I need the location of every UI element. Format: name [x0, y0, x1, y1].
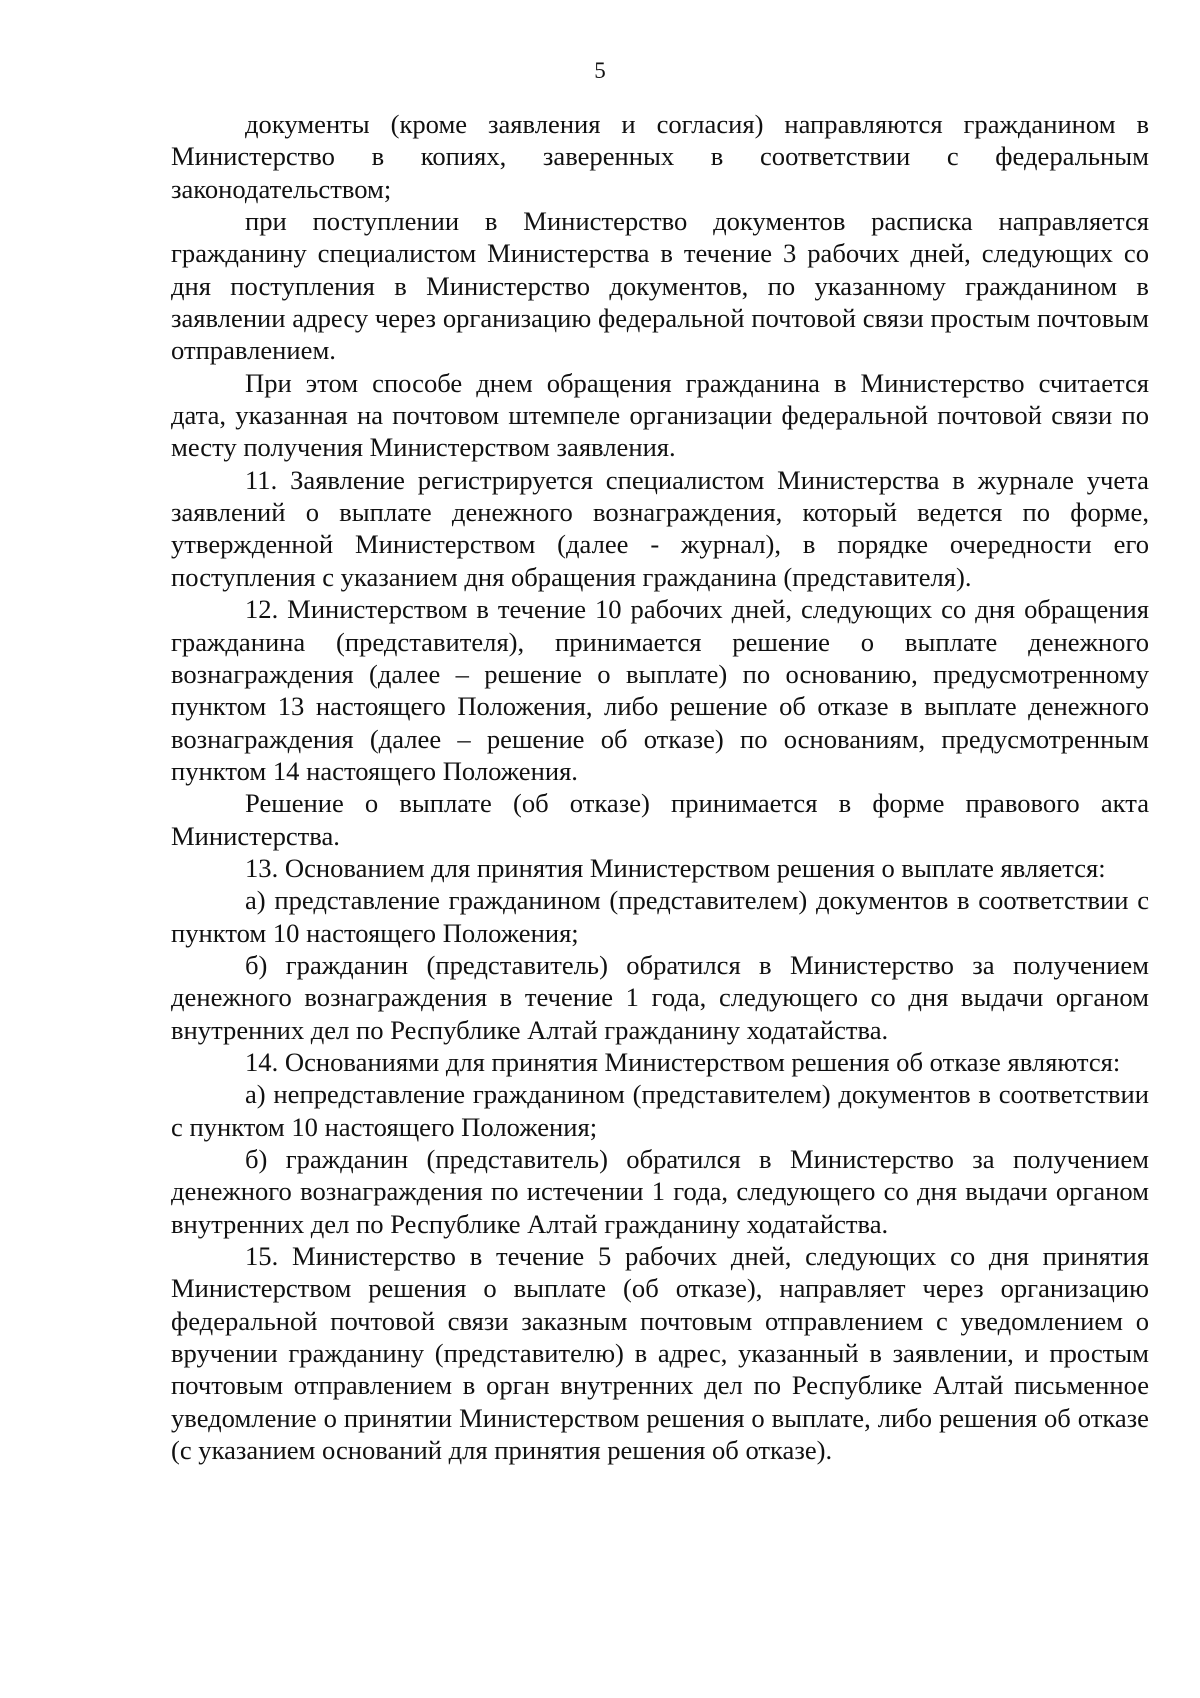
- paragraph-item-13-a: а) представление гражданином (представителем) документов в соответствии с пунктом 10 настоящего Положения;: [171, 885, 1149, 948]
- paragraph-receipt: при поступлении в Министерство документов расписка направляется гражданину специалистом Министерства в течение 3 рабочих дней, следующих со дня поступления в Министерство документов, по указанному гражданином в заявлении адресу через организацию федеральной почтовой связи простым почтовым отправлением.: [171, 206, 1149, 366]
- paragraph-item-14-b: б) гражданин (представитель) обратился в Министерство за получением денежного вознаграждения по истечении 1 года, следующего со дня выдачи органом внутренних дел по Республике Алтай гражданину ходатайства.: [171, 1144, 1149, 1239]
- paragraph-item-11: 11. Заявление регистрируется специалистом Министерства в журнале учета заявлений о выплате денежного вознаграждения, который ведется по форме, утвержденной Министерством (далее - журнал), в порядке очередности его поступления с указанием дня обращения гражданина (представителя).: [171, 464, 1149, 592]
- paragraph-item-15: 15. Министерство в течение 5 рабочих дней, следующих со дня принятия Министерством решения о выплате (об отказе), направляет через организацию федеральной почтовой связи заказным почтовым отправлением с уведомлением о вручении гражданину (представителю) в адрес, указанный в заявлении, и простым почтовым отправлением в орган внутренних дел по Республике Алтай письменное уведомление о принятии Министерством решения о выплате, либо решения об отказе (с указанием оснований для принятия решения об отказе).: [171, 1241, 1149, 1466]
- paragraph-item-13: 13. Основанием для принятия Министерством решения о выплате является:: [245, 852, 1106, 883]
- paragraph-application-date: При этом способе днем обращения гражданина в Министерство считается дата, указанная на почтовом штемпеле организации федеральной почтовой связи по месту получения Министерством заявления.: [171, 367, 1149, 463]
- paragraph-item-13-b: б) гражданин (представитель) обратился в Министерство за получением денежного вознаграждения в течение 1 года, следующего со дня выдачи органом внутренних дел по Республике Алтай гражданину ходатайства.: [171, 949, 1149, 1045]
- paragraph-item-12: 12. Министерством в течение 10 рабочих дней, следующих со дня обращения гражданина (представителя), принимается решение о выплате денежного вознаграждения (далее – решение о выплате) по основанию, предусмотренному пунктом 13 настоящего Положения, либо решение об отказе в выплате денежного вознаграждения (далее – решение об отказе) по основаниям, предусмотренным пунктом 14 настоящего Положения.: [171, 594, 1149, 786]
- paragraph-decision-form: Решение о выплате (об отказе) принимается в форме правового акта Министерства.: [171, 788, 1149, 851]
- paragraph-item-14: 14. Основаниями для принятия Министерством решения об отказе являются:: [245, 1046, 1121, 1077]
- page-number: 5: [594, 58, 606, 83]
- document-body: [171, 108, 1149, 1466]
- paragraph-item-14-a: а) непредставление гражданином (представителем) документов в соответствии с пунктом 10 настоящего Положения;: [171, 1079, 1149, 1142]
- paragraph-documents-copies: документы (кроме заявления и согласия) направляются гражданином в Министерство в копиях, заверенных в соответствии с федеральным законодательством;: [171, 109, 1149, 204]
